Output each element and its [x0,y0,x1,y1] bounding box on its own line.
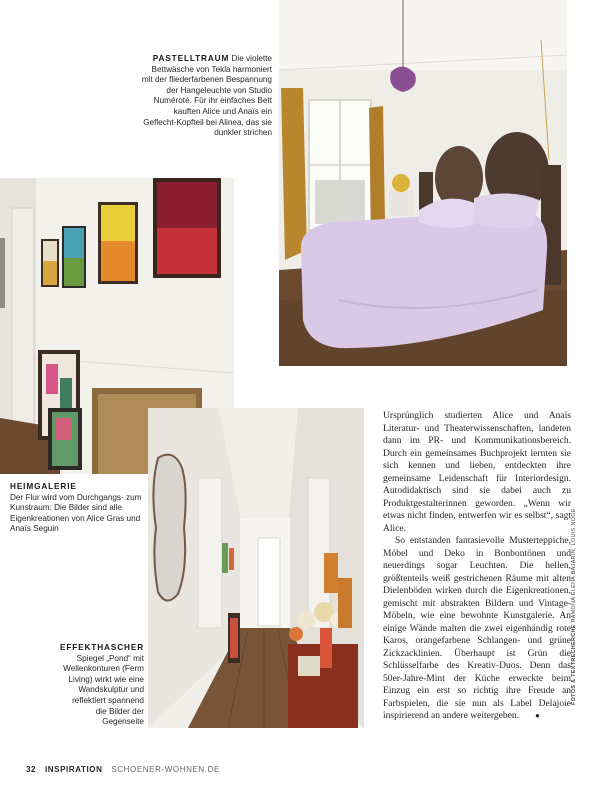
body-paragraph: Ursprünglich studierten Alice und Anaïs Literatur- und Theaterwissenschaften, landeten dann im PR- und Kommunikationsbereich. Durch ein gemeinsames Buchprojekt lernten sie sich kennen und lieben, entdeckten ihre gemeinsame Leidenschaft für Interiordesign. Autodidaktisch sind sie dabei auch zu Produktgestalterinnen geworden. „Wenn wir etwas nicht finden, entwerfen wir es selbst“, sagt Alice. [383,410,571,534]
article-body [383,410,571,723]
caption-effekthascher [60,643,144,728]
section-name: INSPIRATION [44,765,103,774]
page-number: 32 [26,765,37,774]
credit-names: RAMONA ELENA BAJARIN, LOUIS NOGE [571,508,577,623]
bedroom-photo [279,0,567,366]
caption-title: PASTELLTRAUM [152,54,230,63]
caption-text: Der Flur wird vom Durchgangs- zum Kunstraum: Die Bilder sind alle Eigenkreationen von Alice Gras und Anaïs Seguin [10,492,142,534]
caption-heimgalerie [10,482,142,535]
caption-pastelltraum [140,54,272,139]
end-mark-icon: ● [535,711,540,720]
caption-title: EFFEKTHASCHER [60,643,145,652]
caption-text: Spiegel „Pond“ mit Wellenkonturen (Ferm Living) wirkt wie eine Wandskulptur und reflektiert spannend die Bilder der Gegenseite [63,653,144,727]
body-paragraph-text: So entstanden fantasievolle Musterteppiche, Möbel und Deko in Bonbontönen und neuerdings sogar Leuchten. Die hellen, größtenteils weiß gestrichenen Räume mit alten Dielenböden wirken durch die Eigenkreationen, gemischt mit abstrakten Bildern und Vintage-Möbeln, wie eine bewohnte Kunstgalerie. An einige Wände malten die zwei eigenhändig rote Karos, orangefarbene Schlangen- und grüne Zickzacklinien. Überhaupt ist Grün die Schlüsselfarbe des Kreativ-Duos. Denn das 50er-Jahre-Mint der Küche erweckte beim Einzug ein erst so richtig ihre Freude an Farbspielen, die sie nun als Label Delajoie inspirierend an andere weitergeben. [383,535,571,721]
caption-title: HEIMGALERIE [10,482,77,491]
page-footer [26,765,220,774]
website-link[interactable]: SCHOENER-WOHNEN.DE [111,765,220,774]
corridor-mirror-photo [148,408,364,728]
caption-text: Die violette Bettwäsche von Tekla harmoniert mit der fliederfarbenen Bespannung der Hangeleuchte von Studio Numéroté. Für ihr einfaches Bett kauften Alice und Anaïs ein Geflecht-Kopfteil bei Alinea, das sie dunkler strichen [141,54,272,138]
photo-credit [571,508,577,705]
body-paragraph [383,535,571,723]
credit-label: FOTOS & TEXTRECHERCHE [571,624,577,705]
